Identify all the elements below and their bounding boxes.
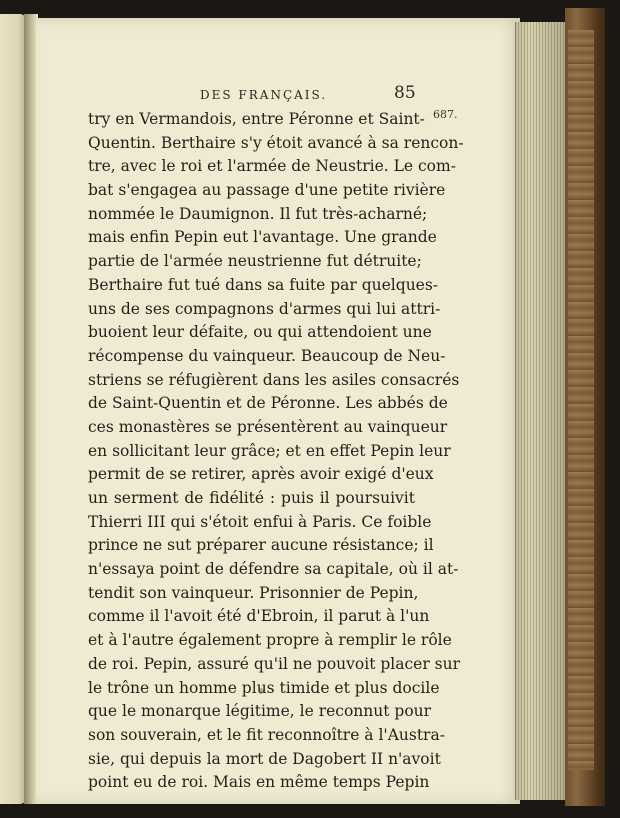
text-line: bat s'engagea au passage d'une petite rivière (88, 181, 446, 200)
text-line: son souverain, et le fit reconnoître à l'Austra- (88, 725, 445, 744)
text-line: partie de l'armée neustrienne fut détruite; (88, 252, 422, 271)
ink-spot (258, 688, 264, 694)
text-line: en sollicitant leur grâce; et en effet Pepin leur (88, 441, 451, 460)
text-line: tre, avec le roi et l'armée de Neustrie. Le com- (88, 157, 456, 176)
page-number: 85 (394, 83, 416, 103)
text-line: un serment de fidélité : puis il poursuivit (88, 489, 415, 507)
text-line: try en Vermandois, entre Péronne et Saint- (88, 110, 425, 128)
text-line: uns de ses compagnons d'armes qui lui attri- (88, 299, 441, 318)
text-line: Quentin. Berthaire s'y étoit avancé à sa rencon- (88, 133, 464, 152)
text-line: de Saint-Quentin et de Péronne. Les abbés de (88, 394, 448, 413)
text-line: Thierri III qui s'étoit enfui à Paris. Ce foible (88, 512, 432, 531)
margin-note-year: 687. (433, 108, 458, 121)
text-line: nommée le Daumignon. Il fut très-acharné; (88, 204, 428, 223)
text-line: le trône un homme plus timide et plus docile (88, 678, 440, 697)
page-edges-shadow (515, 22, 567, 800)
text-line: sie, qui depuis la mort de Dagobert II n'avoit (88, 749, 441, 768)
text-line: n'essaya point de défendre sa capitale, où il at- (88, 560, 459, 579)
text-line: que le monarque légitime, le reconnut pour (88, 702, 432, 721)
text-line: ces monastères se présentèrent au vainqueur (88, 417, 448, 436)
page-header (200, 85, 420, 107)
text-line: récompense du vainqueur. Beaucoup de Neu- (88, 346, 446, 365)
marbled-cover-board (568, 30, 594, 770)
text-line: de roi. Pepin, assuré qu'il ne pouvoit placer sur (88, 654, 461, 673)
text-line: Berthaire fut tué dans sa fuite par quelques- (88, 275, 439, 294)
text-line: point eu de roi. Mais en même temps Pepin (88, 773, 430, 792)
left-page-edge (0, 14, 26, 804)
text-line: comme il l'avoit été d'Ebroin, il parut à l'un (88, 607, 430, 626)
text-line: mais enfin Pepin eut l'avantage. Une grande (88, 228, 437, 247)
text-line: permit de se retirer, après avoir exigé d'eux (88, 465, 434, 484)
text-line: prince ne sut préparer aucune résistance; il (88, 536, 434, 555)
text-line: tendit son vainqueur. Prisonnier de Pepin, (88, 583, 419, 602)
text-line: et à l'autre également propre à remplir le rôle (88, 631, 452, 650)
text-line: striens se réfugièrent dans les asiles consacrés (88, 370, 460, 389)
text-line: buoient leur défaite, ou qui attendoient une (88, 323, 432, 342)
running-head: DES FRANÇAIS. (200, 88, 328, 102)
